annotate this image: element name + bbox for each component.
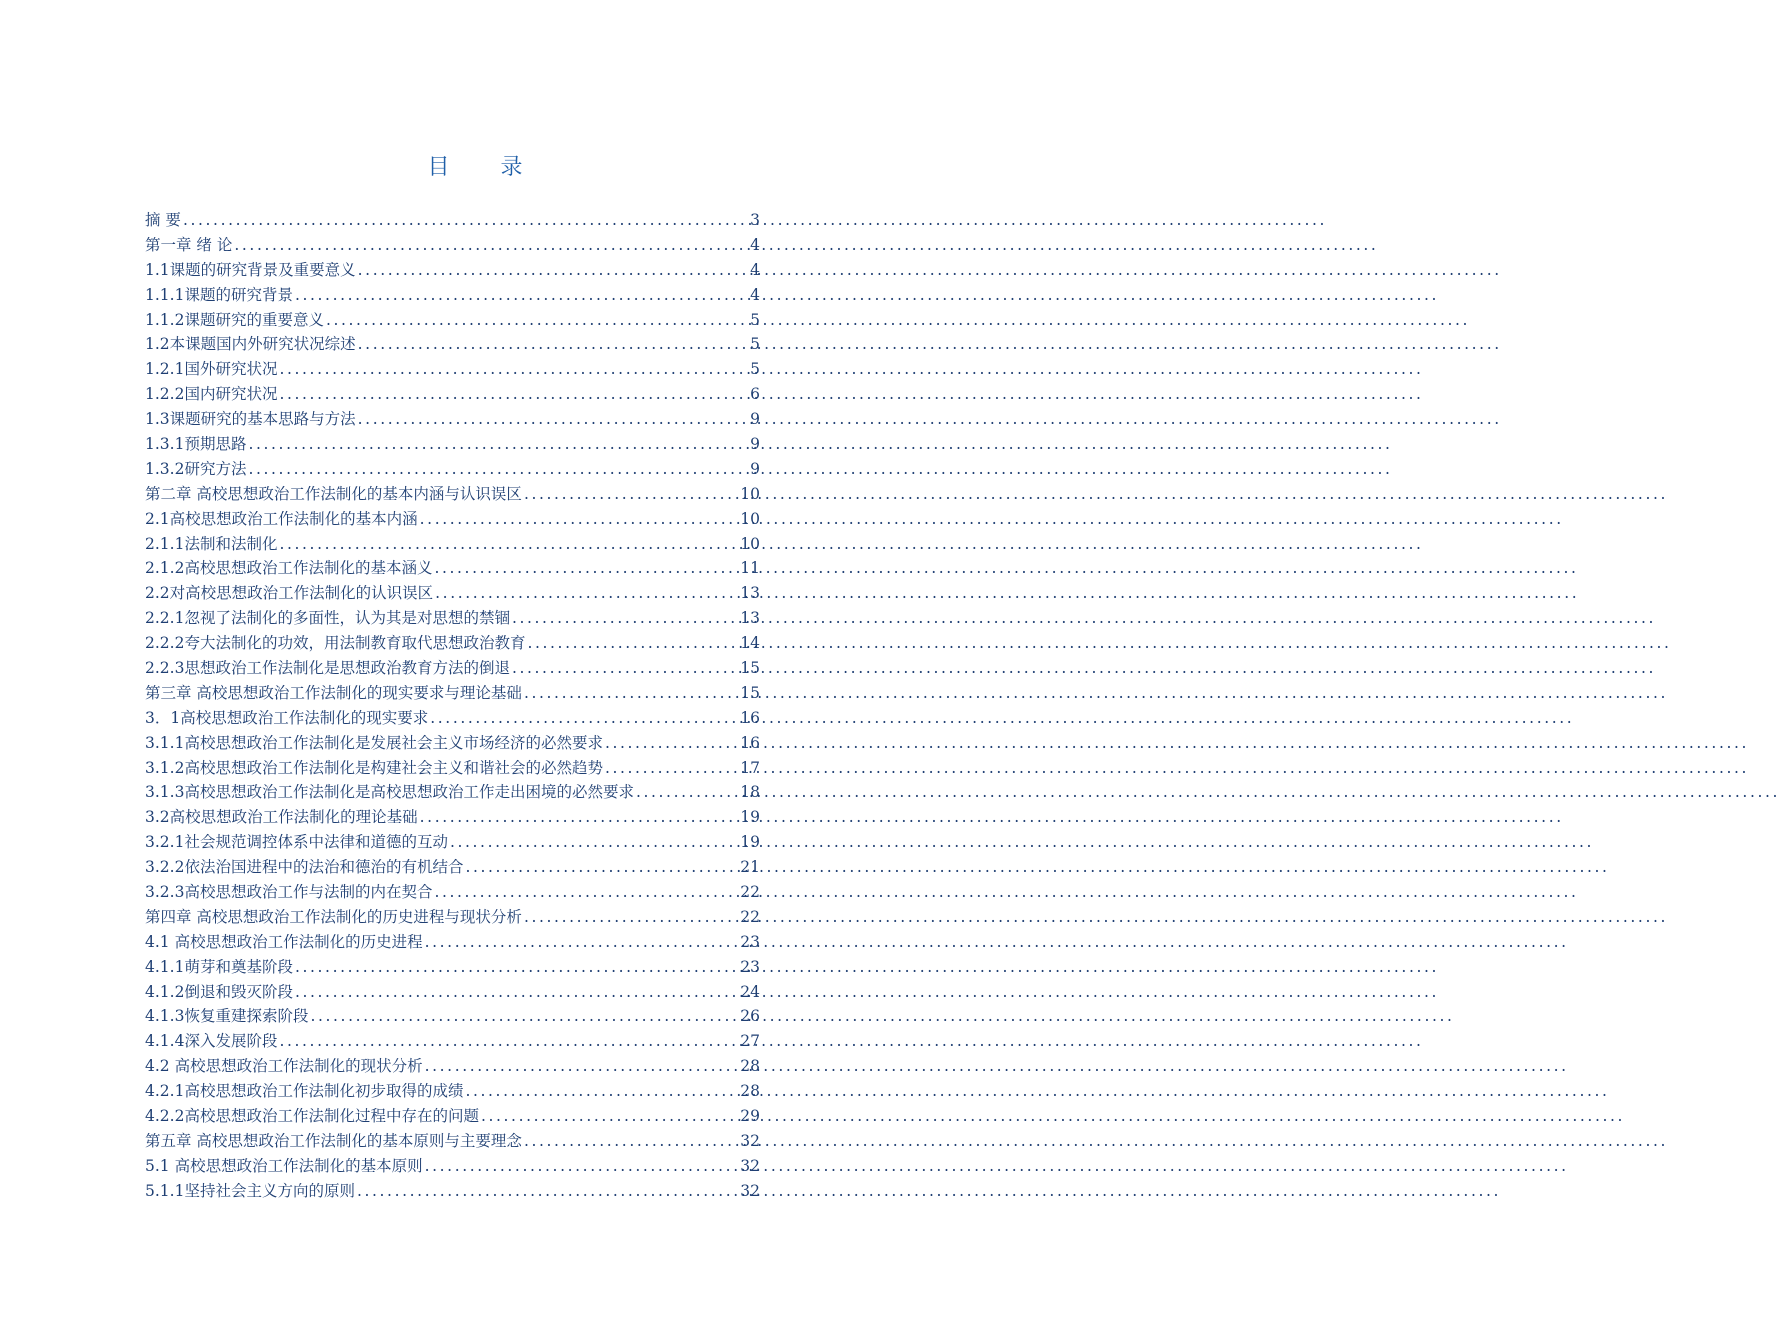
toc-entry-title: 第二章 高校思想政治工作法制化的基本内涵与认识误区	[145, 484, 522, 503]
toc-entry-page-number: 11	[740, 559, 760, 578]
toc-entry-page-number: 13	[740, 584, 760, 603]
toc-dot-leader	[425, 1154, 739, 1179]
toc-entry[interactable]	[145, 581, 760, 606]
toc-entry[interactable]	[145, 830, 760, 855]
toc-dot-leader	[435, 581, 738, 606]
toc-entry-title: 3.1.1高校思想政治工作法制化是发展社会主义市场经济的必然要求	[145, 733, 603, 752]
toc-entry[interactable]	[145, 283, 760, 308]
toc-entry-page-number: 17	[740, 758, 760, 777]
toc-entry-title: 1.2.1国外研究状况	[145, 360, 278, 379]
toc-entry[interactable]	[145, 606, 760, 631]
toc-entry-page-number: 23	[740, 932, 760, 951]
toc-entry-page-number: 10	[740, 484, 760, 503]
toc-entry-page-number: 3	[750, 210, 760, 229]
toc-entry-title: 3.1.3高校思想政治工作法制化是高校思想政治工作走出困境的必然要求	[145, 783, 634, 802]
toc-entry-page-number: 32	[740, 1156, 760, 1175]
toc-entry[interactable]	[145, 507, 760, 532]
toc-dot-leader	[430, 706, 738, 731]
toc-dot-leader	[295, 283, 748, 308]
toc-entry[interactable]	[145, 1054, 760, 1079]
toc-entry-title: 5.1 高校思想政治工作法制化的基本原则	[145, 1156, 423, 1175]
toc-entry[interactable]	[145, 382, 760, 407]
toc-entry[interactable]	[145, 855, 760, 880]
toc-entry-page-number: 32	[740, 1181, 760, 1200]
toc-entry[interactable]	[145, 780, 760, 805]
toc-dot-leader	[450, 830, 738, 855]
toc-entry-title: 2.2.1忽视了法制化的多面性，认为其是对思想的禁锢	[145, 609, 510, 628]
toc-entry-page-number: 27	[740, 1032, 760, 1051]
toc-dot-leader	[358, 407, 748, 432]
toc-dot-leader	[279, 1029, 738, 1054]
toc-entry-title: 3.2高校思想政治工作法制化的理论基础	[145, 808, 418, 827]
toc-dot-leader	[295, 980, 738, 1005]
toc-entry[interactable]	[145, 731, 760, 756]
toc-entry-title: 4.2 高校思想政治工作法制化的现状分析	[145, 1057, 423, 1076]
toc-dot-leader	[524, 905, 738, 930]
toc-entry-page-number: 9	[750, 459, 760, 478]
toc-entry-page-number: 5	[750, 310, 760, 329]
toc-entry[interactable]	[145, 1104, 760, 1129]
toc-entry-page-number: 19	[740, 808, 760, 827]
toc-entry-title: 4.1.4深入发展阶段	[145, 1032, 278, 1051]
toc-entry-page-number: 9	[750, 435, 760, 453]
toc-entry-title: 4.2.2高校思想政治工作法制化过程中存在的问题	[145, 1107, 479, 1126]
toc-entry[interactable]	[145, 706, 760, 731]
toc-dot-leader	[605, 756, 738, 781]
toc-entry[interactable]	[145, 681, 760, 706]
toc-entry-page-number: 19	[740, 833, 760, 852]
toc-dot-leader	[295, 955, 738, 980]
toc-entry[interactable]	[145, 1079, 760, 1104]
toc-dot-leader	[434, 880, 738, 905]
toc-entry-page-number: 18	[740, 783, 760, 802]
toc-entry-title: 3.2.3高校思想政治工作与法制的内在契合	[145, 883, 433, 902]
toc-entry-page-number: 6	[750, 385, 760, 404]
toc-dot-leader	[358, 332, 748, 357]
toc-entry[interactable]	[145, 258, 760, 283]
toc-entry-title: 4.1.2倒退和毁灭阶段	[145, 982, 293, 1001]
toc-entry[interactable]	[145, 556, 760, 581]
toc-dot-leader	[425, 930, 739, 955]
toc-entry[interactable]	[145, 357, 760, 382]
toc-dot-leader	[358, 258, 748, 283]
toc-dot-leader	[326, 308, 748, 333]
toc-entry-title: 第三章 高校思想政治工作法制化的现实要求与理论基础	[145, 683, 522, 702]
toc-entry[interactable]	[145, 1029, 760, 1054]
toc-dot-leader	[183, 208, 748, 233]
toc-dot-leader	[420, 805, 739, 830]
toc-dot-leader	[524, 1129, 738, 1154]
toc-entry-title: 2.2.2夸大法制化的功效，用法制教育取代思想政治教育	[145, 634, 526, 653]
toc-entry-page-number: 23	[740, 957, 760, 976]
toc-entry[interactable]	[145, 656, 760, 681]
toc-dot-leader	[524, 681, 738, 706]
toc-entry-page-number: 16	[740, 733, 760, 752]
toc-dot-leader	[425, 1054, 739, 1079]
toc-entry[interactable]	[145, 955, 760, 980]
toc-entry[interactable]	[145, 532, 760, 557]
toc-entry-page-number: 26	[740, 1007, 760, 1026]
toc-entry[interactable]	[145, 880, 760, 905]
toc-dot-leader	[465, 855, 738, 880]
toc-entry-title: 2.2对高校思想政治工作法制化的认识误区	[145, 584, 434, 603]
toc-entry[interactable]	[145, 332, 760, 357]
toc-entry-page-number: 5	[750, 335, 760, 354]
toc-entry-page-number: 4	[750, 285, 760, 304]
toc-entry-title: 1.2.2国内研究状况	[145, 385, 278, 404]
toc-entry-page-number: 14	[740, 634, 760, 653]
toc-entry-page-number: 15	[740, 659, 760, 678]
toc-entry-title: 2.1.2高校思想政治工作法制化的基本涵义	[145, 559, 433, 578]
toc-dot-leader	[248, 432, 748, 457]
toc-entry-page-number: 4	[750, 260, 760, 279]
toc-entry-title: 1.3.2研究方法	[145, 459, 247, 478]
toc-dot-leader	[524, 482, 738, 507]
table-of-contents	[145, 208, 760, 1204]
toc-entry-page-number: 9	[750, 410, 760, 429]
toc-entry-page-number: 22	[740, 883, 760, 902]
toc-entry-title: 2.2.3思想政治工作法制化是思想政治教育方法的倒退	[145, 659, 510, 678]
toc-entry-title: 3.1.2高校思想政治工作法制化是构建社会主义和谐社会的必然趋势	[145, 758, 603, 777]
toc-entry-title: 5.1.1坚持社会主义方向的原则	[145, 1181, 355, 1200]
toc-entry-title: 第一章 绪 论	[145, 235, 233, 254]
toc-entry-page-number: 32	[740, 1131, 760, 1150]
toc-entry[interactable]	[145, 432, 760, 457]
toc-entry-title: 1.1.1课题的研究背景	[145, 285, 293, 304]
toc-entry-title: 3.2.2依法治国进程中的法治和德治的有机结合	[145, 858, 464, 877]
toc-dot-leader	[465, 1079, 738, 1104]
toc-entry-title: 1.1.2课题研究的重要意义	[145, 310, 324, 329]
toc-entry-title: 1.1课题的研究背景及重要意义	[145, 260, 356, 279]
toc-entry-title: 4.1.3恢复重建探索阶段	[145, 1007, 309, 1026]
toc-dot-leader	[527, 631, 738, 656]
toc-entry-page-number: 10	[740, 534, 760, 553]
toc-dot-leader	[279, 382, 748, 407]
toc-entry-page-number: 4	[750, 235, 760, 254]
toc-entry[interactable]	[145, 1129, 760, 1154]
toc-entry[interactable]	[145, 980, 760, 1005]
toc-dot-leader	[512, 656, 738, 681]
toc-entry[interactable]	[145, 756, 760, 781]
toc-entry[interactable]	[145, 930, 760, 955]
toc-dot-leader	[279, 357, 748, 382]
toc-entry[interactable]	[145, 407, 760, 432]
toc-entry[interactable]	[145, 208, 760, 233]
toc-dot-leader	[512, 606, 738, 631]
toc-entry-title: 1.3.1预期思路	[145, 435, 247, 453]
toc-entry-title: 1.2本课题国内外研究状况综述	[145, 335, 356, 354]
toc-entry-title: 4.1.1萌芽和奠基阶段	[145, 957, 293, 976]
toc-entry-page-number: 16	[740, 708, 760, 727]
toc-dot-leader	[636, 780, 738, 805]
toc-entry[interactable]	[145, 233, 760, 258]
toc-dot-leader	[357, 1179, 738, 1204]
toc-entry-page-number: 15	[740, 683, 760, 702]
toc-entry-title: 4.2.1高校思想政治工作法制化初步取得的成绩	[145, 1082, 464, 1101]
toc-entry-title: 4.1 高校思想政治工作法制化的历史进程	[145, 932, 423, 951]
toc-entry[interactable]	[145, 631, 760, 656]
toc-entry-page-number: 5	[750, 360, 760, 379]
toc-dot-leader	[248, 457, 748, 482]
toc-entry[interactable]	[145, 805, 760, 830]
toc-entry-page-number: 24	[740, 982, 760, 1001]
toc-entry[interactable]	[145, 905, 760, 930]
toc-entry-title: 3．1高校思想政治工作法制化的现实要求	[145, 708, 429, 727]
toc-entry-title: 2.1.1法制和法制化	[145, 534, 278, 553]
toc-dot-leader	[234, 233, 748, 258]
toc-entry[interactable]	[145, 1154, 760, 1179]
toc-entry[interactable]	[145, 1005, 760, 1030]
toc-entry-title: 1.3课题研究的基本思路与方法	[145, 410, 356, 429]
toc-entry-page-number: 29	[740, 1107, 760, 1126]
toc-dot-leader	[605, 731, 738, 756]
toc-entry[interactable]	[145, 457, 760, 482]
toc-entry-page-number: 28	[740, 1057, 760, 1076]
toc-entry-page-number: 21	[740, 858, 760, 877]
toc-dot-leader	[310, 1004, 738, 1029]
toc-entry-page-number: 10	[740, 509, 760, 528]
toc-dot-leader	[481, 1104, 738, 1129]
toc-entry-title: 第五章 高校思想政治工作法制化的基本原则与主要理念	[145, 1131, 522, 1150]
toc-title: 目 录	[427, 155, 545, 180]
toc-entry[interactable]	[145, 308, 760, 333]
toc-entry-title: 第四章 高校思想政治工作法制化的历史进程与现状分析	[145, 907, 522, 926]
toc-entry-title: 摘 要	[145, 210, 181, 229]
toc-entry[interactable]	[145, 1179, 760, 1204]
toc-dot-leader	[434, 556, 738, 581]
toc-entry-page-number: 22	[740, 907, 760, 926]
toc-dot-leader	[279, 532, 738, 557]
toc-entry[interactable]	[145, 482, 760, 507]
toc-entry-title: 2.1高校思想政治工作法制化的基本内涵	[145, 509, 418, 528]
toc-entry-page-number: 13	[740, 609, 760, 628]
toc-dot-leader	[420, 507, 739, 532]
toc-entry-page-number: 28	[740, 1082, 760, 1101]
toc-entry-title: 3.2.1社会规范调控体系中法律和道德的互动	[145, 833, 448, 852]
